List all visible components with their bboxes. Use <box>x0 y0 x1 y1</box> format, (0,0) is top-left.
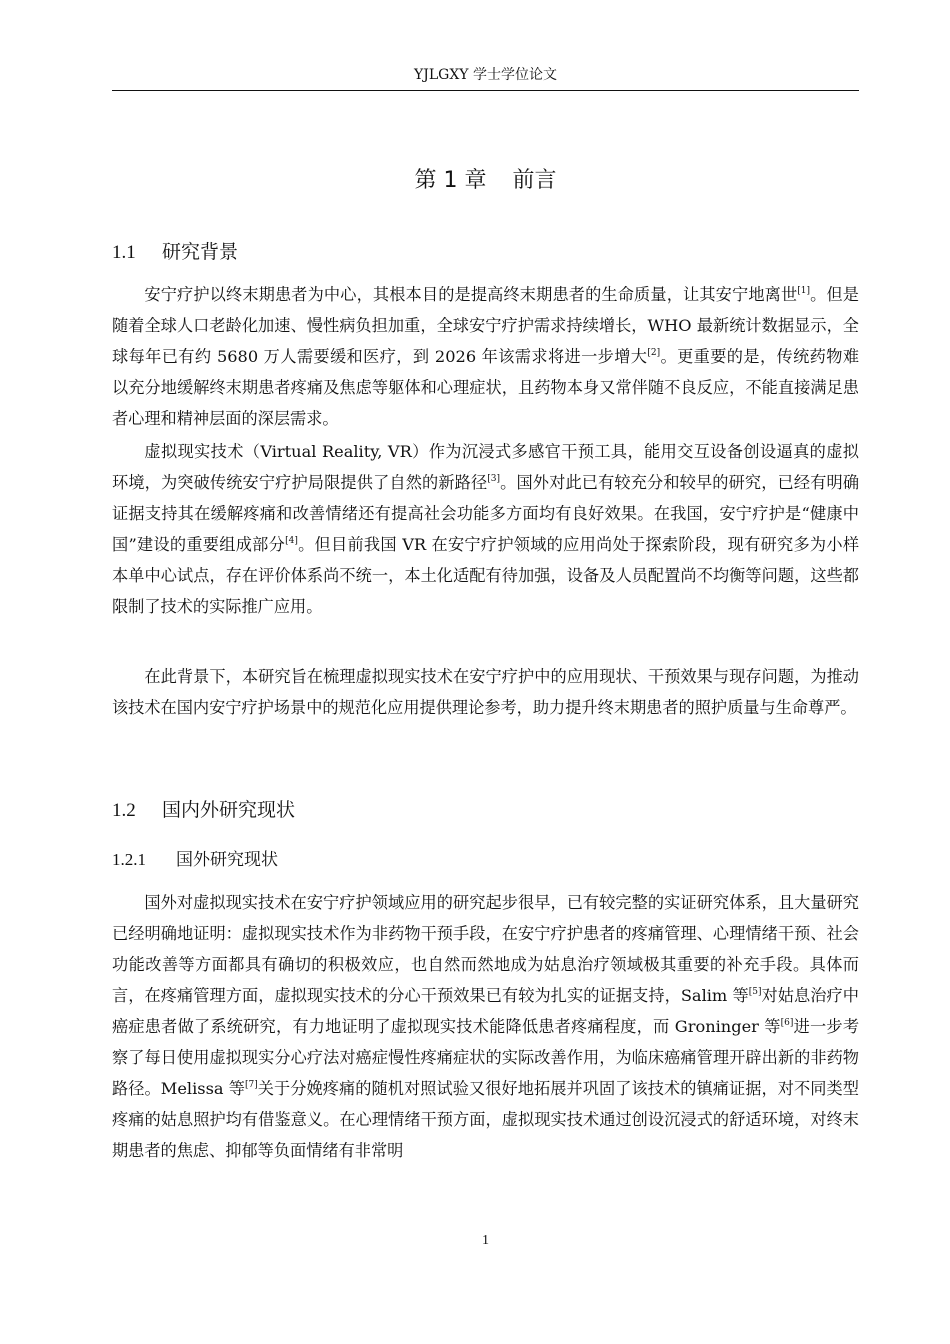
header-rule <box>112 90 859 91</box>
subsection-heading-1-2-1 <box>112 848 278 872</box>
citation: [1] <box>797 286 811 296</box>
paragraph-foreign-research: 国外对虚拟现实技术在安宁疗护领域应用的研究起步很早，已有较完整的实证研究体系，且大量研究已经明确地证明：虚拟现实技术作为非药物干预手段，在安宁疗护患者的疼痛管理、心理情绪干预、社会功能改善等方面都具有确切的积极效应，也自然而然地成为姑息治疗领域极其重要的补充手段。具体而言，在疼痛管理方面，虚拟现实技术的分心干预效果已有较为扎实的证据支持，Salim 等[5]对姑息治疗中癌症患者做了系统研究，有力地证明了虚拟现实技术能降低患者疼痛程度，而 Groninger 等[6]进一步考察了每日使用虚拟现实分心疗法对癌症慢性疼痛症状的实际改善作用，为临床癌痛管理开辟出新的非药物路径。Melissa 等[7]关于分娩疼痛的随机对照试验又很好地拓展并巩固了该技术的镇痛证据，对不同类型疼痛的姑息照护均有借鉴意义。在心理情绪干预方面，虚拟现实技术通过创设沉浸式的舒适环境，对终末期患者的焦虑、抑郁等负面情绪有非常明 <box>112 893 860 1160</box>
paragraph-background-3: 在此背景下，本研究旨在梳理虚拟现实技术在安宁疗护中的应用现状、干预效果与现存问题，为推动该技术在国内安宁疗护场景中的规范化应用提供理论参考，助力提升终末期患者的照护质量与生命尊严。 <box>112 667 859 717</box>
section-heading-1-1 <box>112 239 238 266</box>
section-number: 1.2 <box>112 800 136 821</box>
subsection-title: 国外研究现状 <box>176 850 278 870</box>
citation: [4] <box>285 536 298 546</box>
chapter-name: 前言 <box>512 168 557 193</box>
chapter-number: 第 1 章 <box>414 168 487 193</box>
section-title: 国内外研究现状 <box>162 799 296 821</box>
subsection-number: 1.2.1 <box>112 850 146 869</box>
citation: [2] <box>647 348 661 358</box>
section-number: 1.1 <box>112 242 136 263</box>
section-heading-1-2 <box>112 797 295 824</box>
citation: [5] <box>748 987 762 997</box>
paragraph-background-2: 虚拟现实技术（Virtual Reality, VR）作为沉浸式多感官干预工具，能用交互设备创设逼真的虚拟环境，为突破传统安宁疗护局限提供了自然的新路径[3]。国外对此已有较充分和较早的研究，已经有明确证据支持其在缓解疼痛和改善情绪还有提高社会功能多方面均有良好效果。在我国，安宁疗护是“健康中国”建设的重要组成部分[4]。但目前我国 VR 在安宁疗护领域的应用尚处于探索阶段，现有研究多为小样本单中心试点，存在评价体系尚不统一，本土化适配有待加强，设备及人员配置尚不均衡等问题，这些都限制了技术的实际推广应用。 <box>112 442 860 616</box>
citation: [3] <box>487 474 501 484</box>
page-number: 1 <box>482 1233 489 1248</box>
running-header: YJLGXY 学士学位论文 <box>414 67 557 83</box>
chapter-title <box>112 166 859 196</box>
paragraph-background-1: 安宁疗护以终末期患者为中心，其根本目的是提高终末期患者的生命质量，让其安宁地离世[1]。但是随着全球人口老龄化加速、慢性病负担加重，全球安宁疗护需求持续增长，WHO 最新统计数据显示，全球每年已有约 5680 万人需要缓和医疗，到 2026 年该需求将进一步增大[2]。更重要的是，传统药物难以充分地缓解终末期患者疼痛及焦虑等躯体和心理症状，且药物本身又常伴随不良反应，不能直接满足患者心理和精神层面的深层需求。 <box>112 285 860 428</box>
citation: [6] <box>780 1018 794 1028</box>
section-title: 研究背景 <box>162 241 239 263</box>
citation: [7] <box>244 1080 258 1090</box>
